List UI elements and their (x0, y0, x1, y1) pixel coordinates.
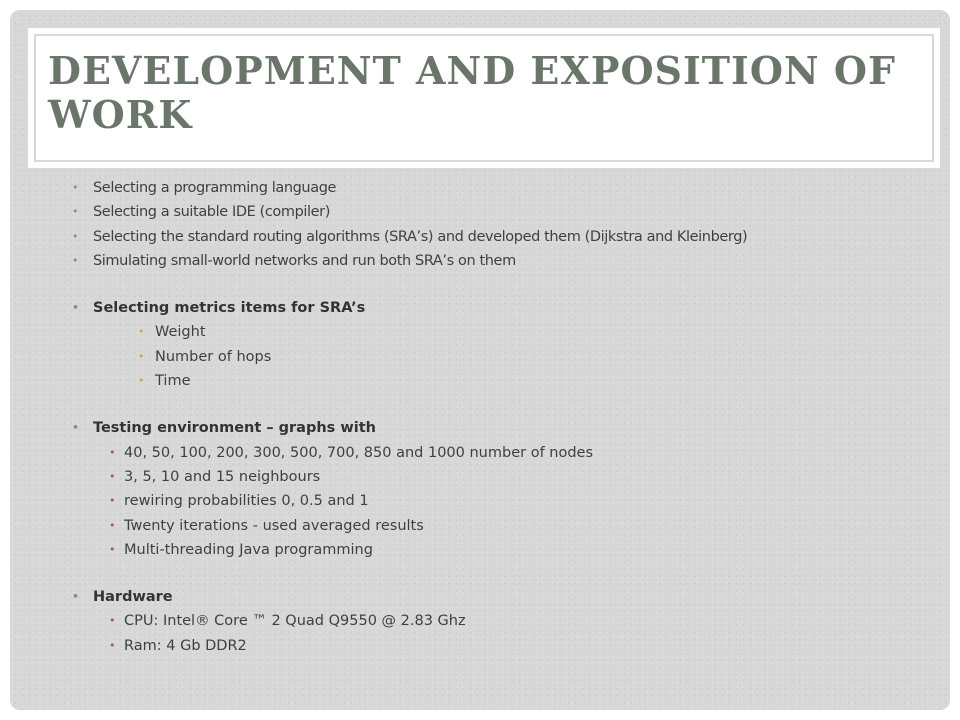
section-spacer (72, 273, 932, 296)
list-item-text: Selecting a suitable IDE (compiler) (93, 204, 331, 221)
title-box (34, 34, 934, 162)
sub-list-item-text: Weight (155, 324, 206, 341)
bullet-icon: • (109, 614, 116, 628)
list-item-text: Selecting the standard routing algorithms (SRA’s) and developed them (Dijkstra and Kleinberg) (93, 228, 748, 245)
sub-list-item (72, 514, 932, 538)
section-heading-text: Selecting metrics items for SRA’s (93, 300, 366, 317)
bullet-icon: • (72, 421, 80, 435)
sub-list-item-text: Ram: 4 Gb DDR2 (124, 637, 247, 654)
bullet-icon: • (72, 590, 80, 604)
bullet-icon: • (72, 301, 80, 315)
sub-list-item (72, 369, 932, 393)
list-item (72, 200, 932, 224)
bullet-icon: • (109, 542, 116, 556)
section-spacer (72, 393, 932, 416)
title-frame (28, 28, 940, 168)
list-item-text: Simulating small-world networks and run both SRA’s on them (93, 252, 516, 269)
sub-list-item (72, 320, 932, 344)
sub-list-item-text: Number of hops (155, 348, 272, 365)
sub-list-item (72, 441, 932, 465)
bullet-icon: • (72, 181, 79, 194)
sub-list-item (72, 489, 932, 513)
bullet-icon: • (72, 229, 79, 243)
sub-list-item (72, 609, 932, 633)
sub-list-item-text: Time (155, 373, 191, 390)
section-heading (72, 296, 932, 320)
bullet-icon: • (138, 374, 145, 388)
section-heading (72, 416, 932, 440)
bullet-icon: • (138, 349, 145, 363)
slide-content (72, 176, 932, 658)
sub-list-item (72, 538, 932, 562)
bullet-icon: • (109, 638, 116, 652)
bullet-icon: • (138, 325, 145, 339)
bullet-icon: • (72, 205, 79, 219)
section-spacer (72, 562, 932, 585)
list-item (72, 176, 932, 200)
bullet-icon: • (109, 494, 116, 508)
list-item (72, 249, 932, 273)
sub-list-item-text: 40, 50, 100, 200, 300, 500, 700, 850 and 1000 number of nodes (124, 444, 594, 461)
slide-title: DEVELOPMENT AND EXPOSITION OF WORK (48, 48, 896, 137)
slide (10, 10, 950, 710)
section-heading-text: Hardware (93, 589, 173, 606)
sub-list-item-text: CPU: Intel® Core ™ 2 Quad Q9550 @ 2.83 Ghz (124, 613, 466, 630)
sub-list-item (72, 634, 932, 658)
bullet-icon: • (72, 253, 79, 267)
bullet-icon: • (109, 518, 116, 532)
sub-list-item (72, 345, 932, 369)
list-item (72, 225, 932, 249)
section-heading-text: Testing environment – graphs with (93, 420, 376, 437)
sub-list-item (72, 465, 932, 489)
sub-list-item-text: 3, 5, 10 and 15 neighbours (124, 468, 321, 485)
sub-list-item-text: rewiring probabilities 0, 0.5 and 1 (124, 493, 369, 510)
section-heading (72, 585, 932, 609)
bullet-icon: • (109, 469, 116, 483)
sub-list-item-text: Multi-threading Java programming (124, 541, 373, 558)
bullet-icon: • (109, 445, 116, 459)
sub-list-item-text: Twenty iterations - used averaged results (124, 517, 424, 534)
list-item-text: Selecting a programming language (93, 180, 337, 196)
